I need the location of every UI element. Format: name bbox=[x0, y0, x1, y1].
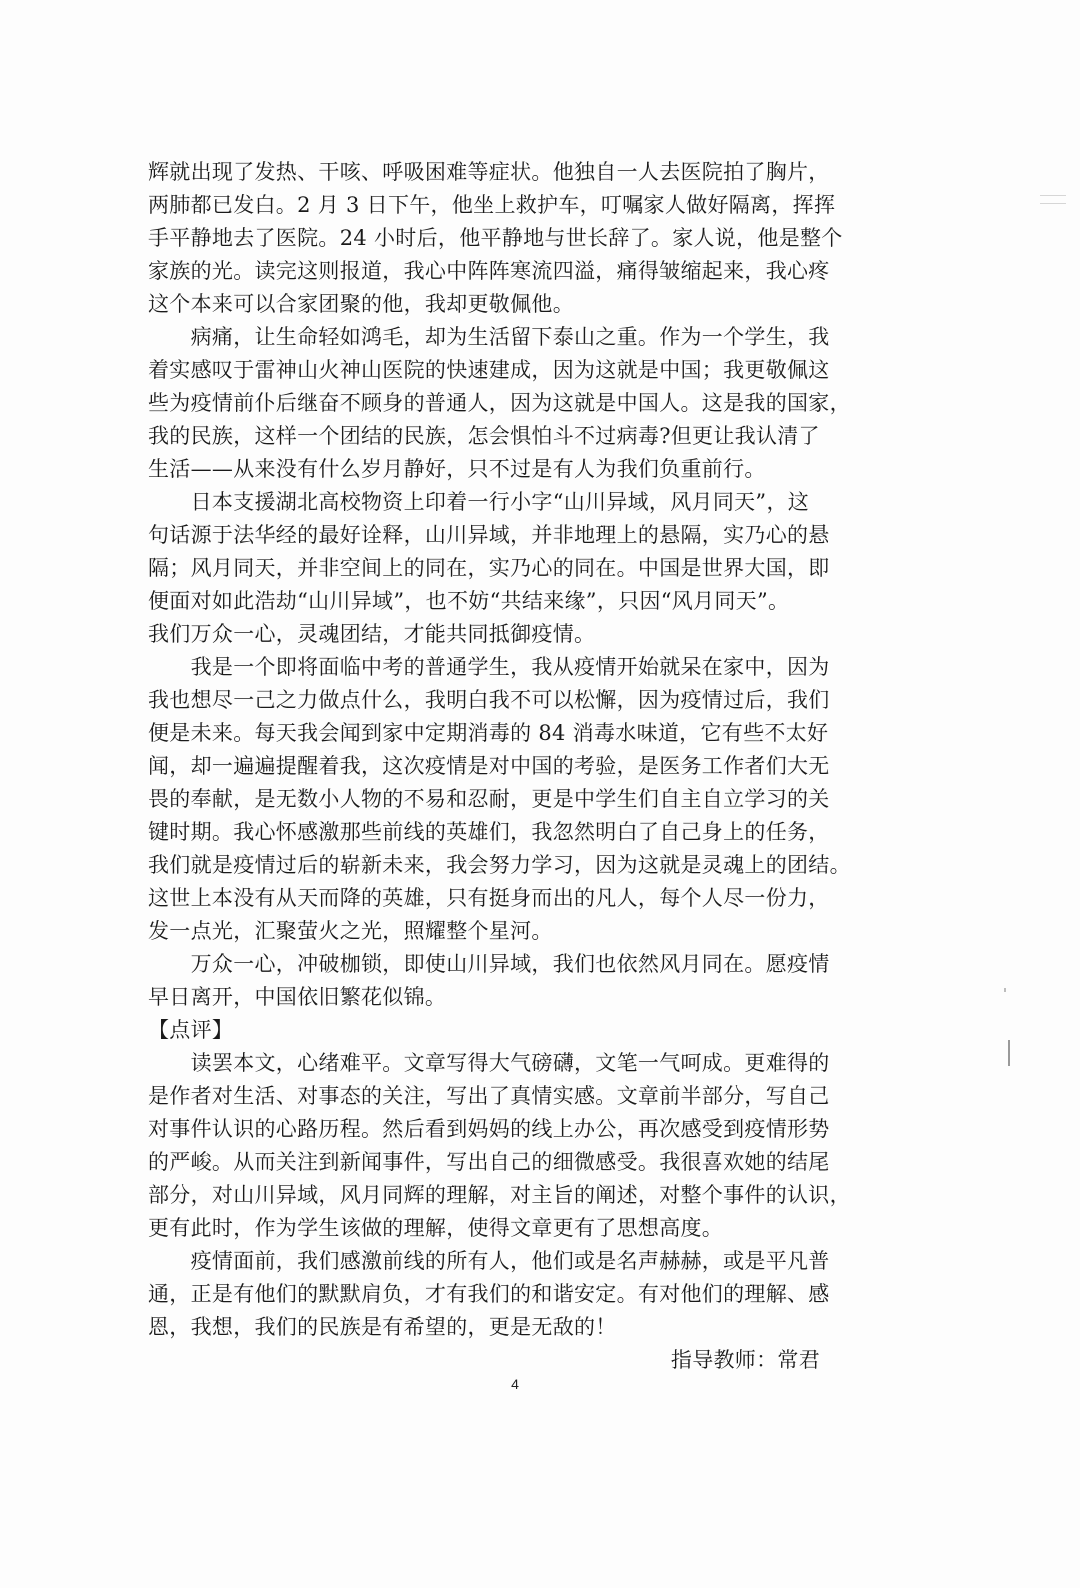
essay-text-line: 生活——从来没有什么岁月静好，只不过是有人为我们负重前行。 bbox=[148, 457, 766, 481]
review-text-line: 恩，我想，我们的民族是有希望的，更是无敌的！ bbox=[148, 1315, 617, 1339]
document-body bbox=[148, 156, 860, 1377]
scan-artifact bbox=[1040, 195, 1066, 196]
essay-text-line: 两肺都已发白。2 月 3 日下午，他坐上救护车，叮嘱家人做好隔离，挥挥 bbox=[148, 193, 836, 217]
essay-text-line: 畏的奉献，是无数小人物的不易和忍耐，更是中学生们自主自立学习的关 bbox=[148, 787, 830, 811]
essay-text-line: 万众一心，冲破枷锁，即使山川异域，我们也依然风月同在。愿疫情 bbox=[148, 952, 830, 976]
essay-text-line: 句话源于法华经的最好诠释，山川异域，并非地理上的悬隔，实乃心的悬 bbox=[148, 523, 830, 547]
scan-artifact bbox=[1040, 203, 1066, 204]
essay-text-line: 些为疫情前仆后继奋不顾身的普通人，因为这就是中国人。这是我的国家， bbox=[148, 391, 851, 415]
review-text-line: 部分，对山川异域，风月同辉的理解，对主旨的阐述，对整个事件的认识， bbox=[148, 1183, 851, 1207]
essay-text-line: 我的民族，这样一个团结的民族，怎会惧怕斗不过病毒?但更让我认清了 bbox=[148, 424, 820, 448]
essay-text-line: 家族的光。读完这则报道，我心中阵阵寒流四溢，痛得皱缩起来，我心疼 bbox=[148, 259, 830, 283]
scan-artifact bbox=[1008, 1040, 1010, 1066]
essay-text-line: 便是未来。每天我会闻到家中定期消毒的 84 消毒水味道，它有些不太好 bbox=[148, 721, 829, 745]
essay-text-line: 键时期。我心怀感激那些前线的英雄们，我忽然明白了自己身上的任务， bbox=[148, 820, 830, 844]
essay-text-line: 这世上本没有从天而降的英雄，只有挺身而出的凡人，每个人尽一份力， bbox=[148, 886, 830, 910]
review-heading: 【点评】 bbox=[148, 1018, 234, 1042]
essay-text-line: 这个本来可以合家团聚的他，我却更敬佩他。 bbox=[148, 292, 574, 316]
review-text-line: 读罢本文，心绪难平。文章写得大气磅礴，文笔一气呵成。更难得的 bbox=[148, 1051, 830, 1075]
essay-text-line: 便面对如此浩劫“山川异域”，也不妨“共结来缘”，只因“风月同天”。 bbox=[148, 589, 790, 613]
essay-text-line: 我们就是疫情过后的崭新未来，我会努力学习，因为这就是灵魂上的团结。 bbox=[148, 853, 851, 877]
review-text-line: 更有此时，作为学生该做的理解，使得文章更有了思想高度。 bbox=[148, 1216, 724, 1240]
essay-text-line: 我们万众一心，灵魂团结，才能共同抵御疫情。 bbox=[148, 622, 596, 646]
instructor-signature: 指导教师：常君 bbox=[670, 1348, 820, 1372]
review-text-line: 的严峻。从而关注到新闻事件，写出自己的细微感受。我很喜欢她的结尾 bbox=[148, 1150, 830, 1174]
review-text-line: 通，正是有他们的默默肩负，才有我们的和谐安定。有对他们的理解、感 bbox=[148, 1282, 830, 1306]
review-text-line: 疫情面前，我们感激前线的所有人，他们或是名声赫赫，或是平凡普 bbox=[148, 1249, 830, 1273]
essay-text-line: 病痛，让生命轻如鸿毛，却为生活留下泰山之重。作为一个学生，我 bbox=[148, 325, 830, 349]
essay-text-line: 早日离开，中国依旧繁花似锦。 bbox=[148, 985, 447, 1009]
essay-text-line: 隔；风月同天，并非空间上的同在，实乃心的同在。中国是世界大国，即 bbox=[148, 556, 830, 580]
scan-artifact bbox=[1004, 988, 1006, 992]
essay-text-line: 我是一个即将面临中考的普通学生，我从疫情开始就呆在家中，因为 bbox=[148, 655, 830, 679]
review-text-line: 对事件认识的心路历程。然后看到妈妈的线上办公，再次感受到疫情形势 bbox=[148, 1117, 830, 1141]
essay-text-line: 发一点光，汇聚萤火之光，照耀整个星河。 bbox=[148, 919, 553, 943]
essay-text-line: 闻，却一遍遍提醒着我，这次疫情是对中国的考验，是医务工作者们大无 bbox=[148, 754, 830, 778]
page-number: 4 bbox=[511, 1376, 519, 1392]
essay-text-line: 我也想尽一己之力做点什么，我明白我不可以松懈，因为疫情过后，我们 bbox=[148, 688, 830, 712]
essay-text-line: 手平静地去了医院。24 小时后，他平静地与世长辞了。家人说，他是整个 bbox=[148, 226, 843, 250]
review-text-line: 是作者对生活、对事态的关注，写出了真情实感。文章前半部分，写自己 bbox=[148, 1084, 830, 1108]
essay-text-line: 辉就出现了发热、干咳、呼吸困难等症状。他独自一人去医院拍了胸片， bbox=[148, 160, 830, 184]
essay-text-line: 日本支援湖北高校物资上印着一行小字“山川异域，风月同天”，这 bbox=[148, 490, 810, 514]
essay-text-line: 着实感叹于雷神山火神山医院的快速建成，因为这就是中国；我更敬佩这 bbox=[148, 358, 830, 382]
